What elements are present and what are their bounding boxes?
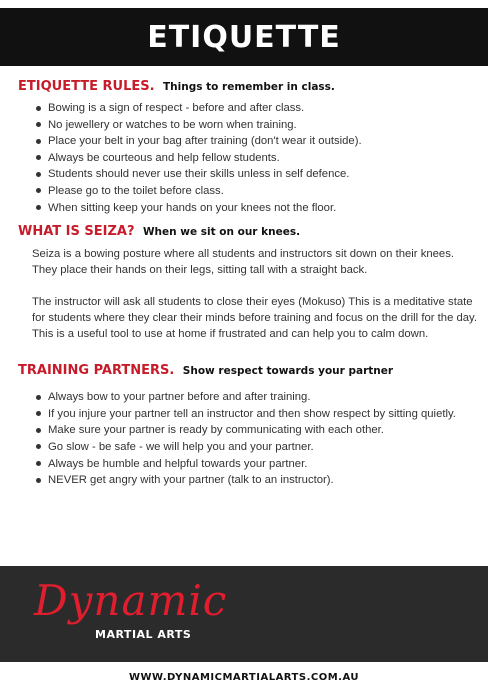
seiza-heading [18, 221, 478, 242]
list-item: If you injure your partner tell an instructor and then show respect by sitting quietly. [48, 406, 478, 423]
etiquette-rules-title: ETIQUETTE RULES. [18, 79, 155, 94]
etiquette-rules-list [18, 100, 478, 216]
list-item: Make sure your partner is ready by communicating with each other. [48, 422, 478, 439]
list-item: When sitting keep your hands on your knees not the floor. [48, 200, 478, 217]
list-item: Bowing is a sign of respect - before and after class. [48, 100, 478, 117]
list-item: Students should never use their skills unless in self defence. [48, 166, 478, 183]
training-partners-heading [18, 360, 478, 381]
seiza-subtitle: When we sit on our knees. [142, 226, 301, 239]
list-item: Place your belt in your bag after training (don't wear it outside). [48, 133, 478, 150]
title-bar [0, 8, 488, 66]
training-partners-section [18, 360, 478, 489]
etiquette-rules-heading [18, 76, 478, 97]
etiquette-rules-subtitle: Things to remember in class. [163, 81, 335, 93]
logo-wordmark: Dynamic [34, 576, 228, 625]
website-link[interactable]: WWW.DYNAMICMARTIALARTS.COM.AU [128, 672, 360, 683]
footer-band [0, 566, 488, 662]
seiza-paragraph: The instructor will ask all students to close their eyes (Mokuso) This is a meditative state for students where they clear their minds before training and focus on the drill for the day. This is a useful tool to use at home if frustrated and can help you to calm down. [32, 296, 478, 341]
list-item: Always be humble and helpful towards your partner. [48, 456, 478, 473]
page-title: ETIQUETTE [147, 19, 341, 55]
training-partners-subtitle: Show respect towards your partner [182, 365, 394, 378]
training-partners-title: TRAINING PARTNERS. [18, 363, 175, 379]
training-partners-list [18, 389, 478, 489]
seiza-paragraph: Seiza is a bowing posture where all students and instructors sit down on their knees. They place their hands on their legs, sitting tall with a straight back. [32, 248, 454, 277]
list-item: NEVER get angry with your partner (talk to an instructor). [48, 472, 478, 489]
list-item: Go slow - be safe - we will help you and your partner. [48, 439, 478, 456]
list-item: Always bow to your partner before and after training. [48, 389, 478, 406]
etiquette-rules-section [18, 76, 478, 216]
seiza-title: WHAT IS SEIZA? [18, 224, 135, 240]
list-item: No jewellery or watches to be worn when training. [48, 117, 478, 134]
logo-subtitle: MARTIAL ARTS [95, 628, 192, 641]
list-item: Always be courteous and help fellow students. [48, 150, 478, 167]
content [18, 76, 478, 489]
list-item: Please go to the toilet before class. [48, 183, 478, 200]
seiza-section [18, 221, 478, 342]
